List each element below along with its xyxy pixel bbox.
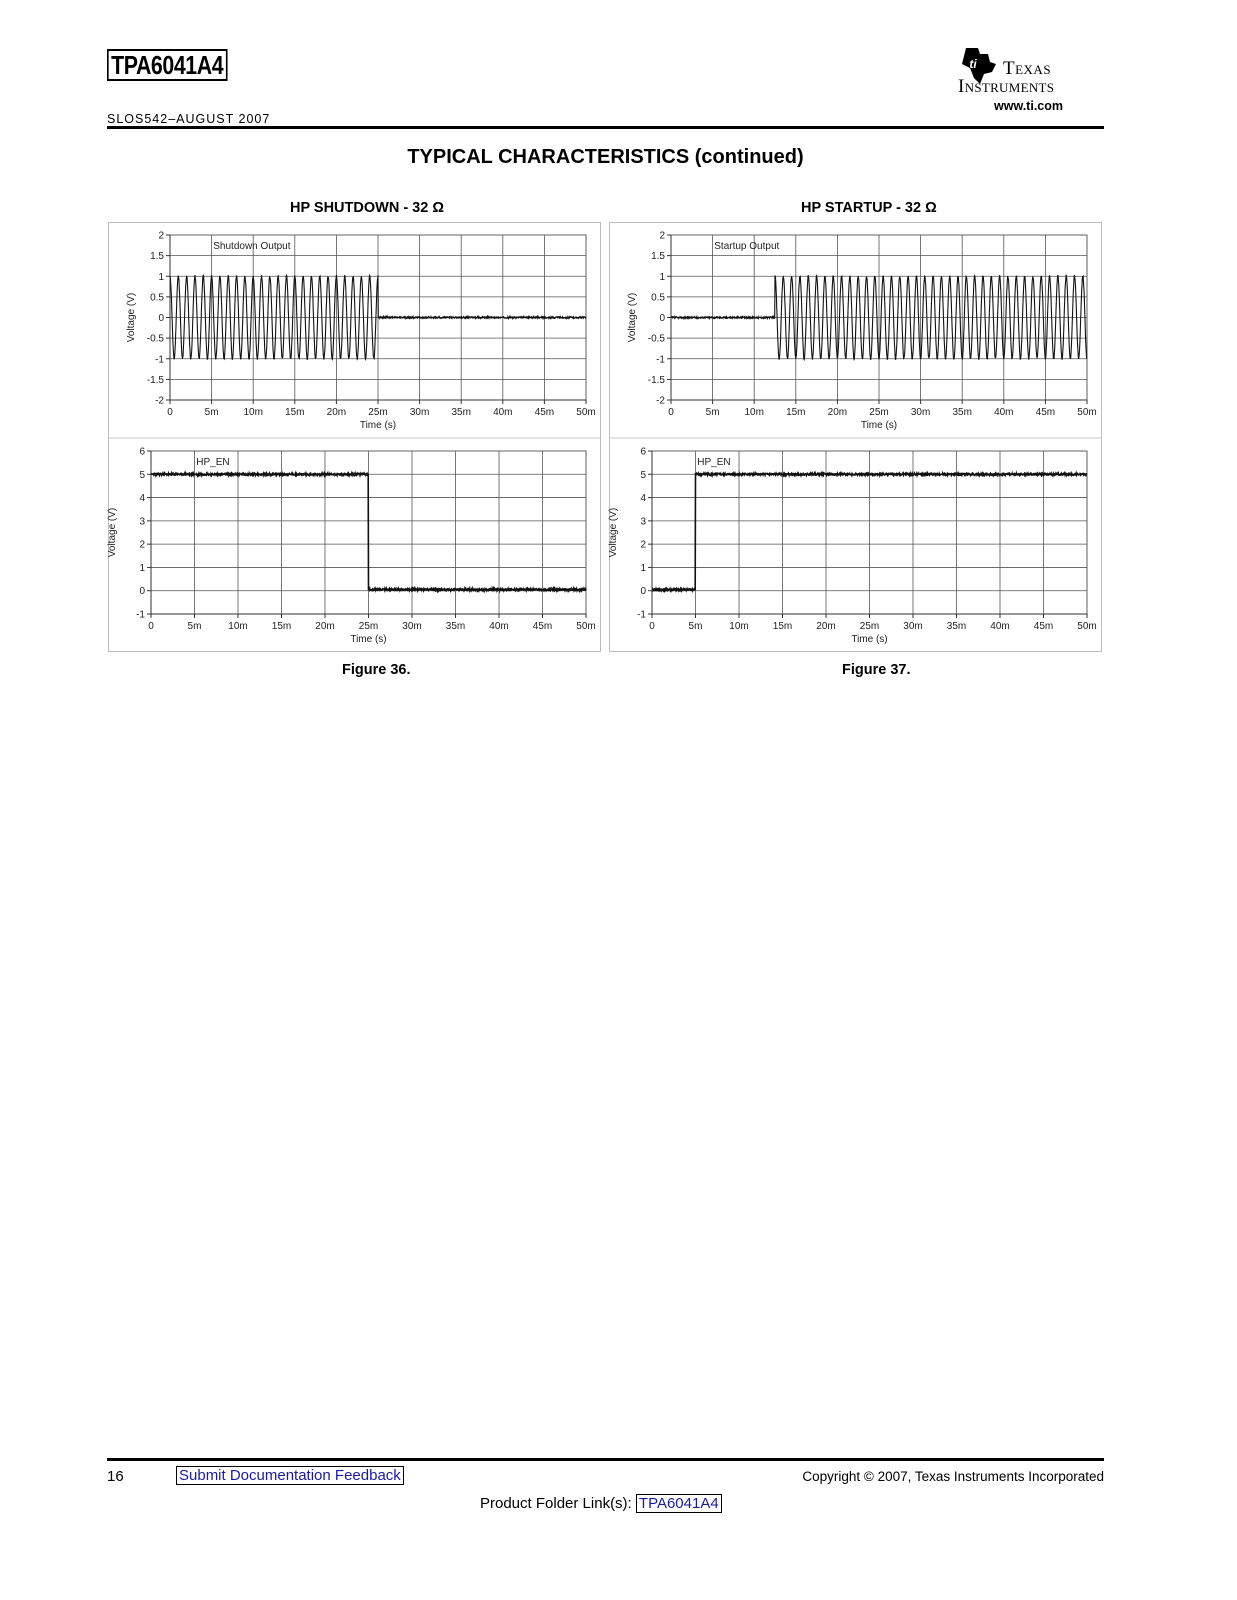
x-tick-label: 35m bbox=[445, 621, 466, 632]
x-tick-label: 0 bbox=[167, 407, 173, 418]
figure-37-panel bbox=[609, 222, 1102, 652]
product-folder-link[interactable]: TPA6041A4 bbox=[636, 1494, 722, 1513]
x-tick-label: 40m bbox=[990, 621, 1010, 632]
y-tick-label: 0 bbox=[158, 313, 164, 324]
x-tick-label: 5m bbox=[204, 407, 219, 418]
y-tick-label: -0.5 bbox=[146, 333, 164, 345]
series-annotation: Shutdown Output bbox=[213, 241, 291, 252]
x-tick-label: 30m bbox=[402, 621, 422, 632]
part-number: TPA6041A4 bbox=[107, 49, 227, 81]
y-tick-label: -1 bbox=[136, 609, 145, 621]
x-tick-label: 40m bbox=[994, 407, 1014, 418]
page-number: 16 bbox=[107, 1468, 124, 1485]
y-tick-label: 0.5 bbox=[150, 292, 164, 304]
series-annotation: HP_EN bbox=[196, 457, 230, 468]
y-tick-label: 1.5 bbox=[150, 251, 164, 263]
y-tick-label: -1.5 bbox=[647, 374, 665, 386]
x-tick-label: 20m bbox=[816, 621, 836, 632]
y-tick-label: 5 bbox=[139, 469, 145, 481]
x-tick-label: 10m bbox=[744, 407, 764, 418]
feedback-link-wrapper bbox=[176, 1467, 404, 1484]
x-axis-label: Time (s) bbox=[350, 634, 387, 645]
x-tick-label: 10m bbox=[729, 621, 749, 632]
y-tick-label: -1 bbox=[155, 354, 164, 366]
x-tick-label: 15m bbox=[786, 407, 806, 418]
document-id: SLOS542–AUGUST 2007 bbox=[107, 112, 271, 126]
figure-36-title: HP SHUTDOWN - 32 Ω bbox=[290, 200, 444, 216]
x-tick-label: 0 bbox=[148, 621, 154, 632]
y-tick-label: -1 bbox=[656, 354, 665, 366]
x-tick-label: 50m bbox=[1077, 621, 1097, 632]
series-annotation: HP_EN bbox=[697, 457, 731, 468]
x-tick-label: 30m bbox=[409, 407, 430, 418]
y-axis-label: Voltage (V) bbox=[126, 292, 137, 343]
y-tick-label: -0.5 bbox=[647, 333, 665, 345]
footer-rule bbox=[107, 1458, 1104, 1461]
figure-36-plots bbox=[109, 223, 600, 651]
y-tick-label: -1 bbox=[637, 609, 646, 621]
y-axis-label: Voltage (V) bbox=[627, 292, 638, 343]
svg-text:ti: ti bbox=[969, 57, 977, 71]
x-tick-label: 0 bbox=[668, 407, 674, 418]
y-tick-label: 4 bbox=[640, 493, 646, 505]
y-tick-label: 2 bbox=[640, 539, 646, 551]
figure-37-title: HP STARTUP - 32 Ω bbox=[801, 200, 937, 216]
x-tick-label: 5m bbox=[705, 407, 720, 418]
x-tick-label: 15m bbox=[772, 621, 793, 632]
x-tick-label: 25m bbox=[358, 621, 379, 632]
y-tick-label: 1 bbox=[158, 271, 164, 283]
x-tick-label: 50m bbox=[1077, 407, 1097, 418]
plot-fig36-top bbox=[126, 231, 596, 432]
x-tick-label: 15m bbox=[271, 621, 292, 632]
y-tick-label: 0 bbox=[640, 586, 646, 598]
figure-36-caption: Figure 36. bbox=[342, 662, 411, 678]
y-tick-label: 2 bbox=[139, 539, 145, 551]
x-tick-label: 30m bbox=[910, 407, 931, 418]
y-axis-label: Voltage (V) bbox=[107, 507, 118, 558]
product-folder-line bbox=[480, 1495, 722, 1512]
x-tick-label: 45m bbox=[1033, 621, 1054, 632]
y-tick-label: 1 bbox=[659, 271, 665, 283]
x-tick-label: 20m bbox=[827, 407, 848, 418]
x-tick-label: 0 bbox=[649, 621, 655, 632]
y-axis-label: Voltage (V) bbox=[608, 507, 619, 558]
figure-37-plots bbox=[610, 223, 1101, 651]
x-tick-label: 45m bbox=[1035, 407, 1056, 418]
y-tick-label: 4 bbox=[139, 493, 145, 505]
y-tick-label: 3 bbox=[139, 516, 145, 528]
copyright: Copyright © 2007, Texas Instruments Incorporated bbox=[802, 1469, 1104, 1484]
x-tick-label: 40m bbox=[493, 407, 513, 418]
x-tick-label: 35m bbox=[952, 407, 972, 418]
submit-feedback-link[interactable]: Submit Documentation Feedback bbox=[176, 1466, 404, 1485]
header-rule bbox=[107, 126, 1104, 129]
x-tick-label: 45m bbox=[532, 621, 553, 632]
y-tick-label: 1 bbox=[139, 562, 145, 574]
x-tick-label: 25m bbox=[869, 407, 889, 418]
x-tick-label: 50m bbox=[576, 621, 596, 632]
y-tick-label: 1 bbox=[640, 562, 646, 574]
x-tick-label: 10m bbox=[228, 621, 248, 632]
company-name-line1: Texas bbox=[1003, 58, 1052, 79]
company-name-line2: Instruments bbox=[958, 76, 1055, 97]
y-tick-label: -2 bbox=[656, 395, 665, 407]
x-tick-label: 5m bbox=[187, 621, 202, 632]
x-tick-label: 25m bbox=[859, 621, 880, 632]
y-tick-label: 2 bbox=[158, 230, 164, 242]
x-axis-label: Time (s) bbox=[359, 420, 397, 431]
series-annotation: Startup Output bbox=[714, 241, 780, 252]
x-tick-label: 20m bbox=[315, 621, 335, 632]
x-tick-label: 15m bbox=[285, 407, 305, 418]
y-tick-label: 1.5 bbox=[651, 251, 665, 263]
y-tick-label: 6 bbox=[640, 446, 646, 458]
x-tick-label: 25m bbox=[368, 407, 388, 418]
x-axis-label: Time (s) bbox=[851, 634, 888, 645]
y-tick-label: 0 bbox=[139, 586, 145, 598]
x-tick-label: 35m bbox=[451, 407, 471, 418]
product-folder-prefix: Product Folder Link(s): bbox=[480, 1495, 632, 1512]
x-tick-label: 35m bbox=[946, 621, 967, 632]
y-tick-label: 2 bbox=[659, 230, 665, 242]
y-tick-label: -2 bbox=[155, 395, 164, 407]
y-tick-label: -1.5 bbox=[146, 374, 164, 386]
y-tick-label: 0 bbox=[659, 313, 665, 324]
figure-36-panel bbox=[108, 222, 601, 652]
company-url: www.ti.com bbox=[994, 99, 1063, 113]
y-tick-label: 0.5 bbox=[651, 292, 665, 304]
x-tick-label: 10m bbox=[243, 407, 263, 418]
y-tick-label: 6 bbox=[139, 446, 145, 458]
y-tick-label: 3 bbox=[640, 516, 646, 528]
section-title: TYPICAL CHARACTERISTICS (continued) bbox=[407, 146, 804, 168]
x-tick-label: 45m bbox=[534, 407, 555, 418]
y-tick-label: 5 bbox=[640, 469, 646, 481]
plot-fig37-bottom bbox=[608, 447, 1097, 646]
x-tick-label: 20m bbox=[326, 407, 347, 418]
x-axis-label: Time (s) bbox=[860, 420, 898, 431]
x-tick-label: 30m bbox=[903, 621, 923, 632]
plot-fig37-top bbox=[627, 231, 1097, 432]
x-tick-label: 50m bbox=[576, 407, 596, 418]
x-tick-label: 5m bbox=[688, 621, 703, 632]
plot-fig36-bottom bbox=[107, 447, 596, 646]
x-tick-label: 40m bbox=[489, 621, 509, 632]
figure-37-caption: Figure 37. bbox=[842, 662, 911, 678]
